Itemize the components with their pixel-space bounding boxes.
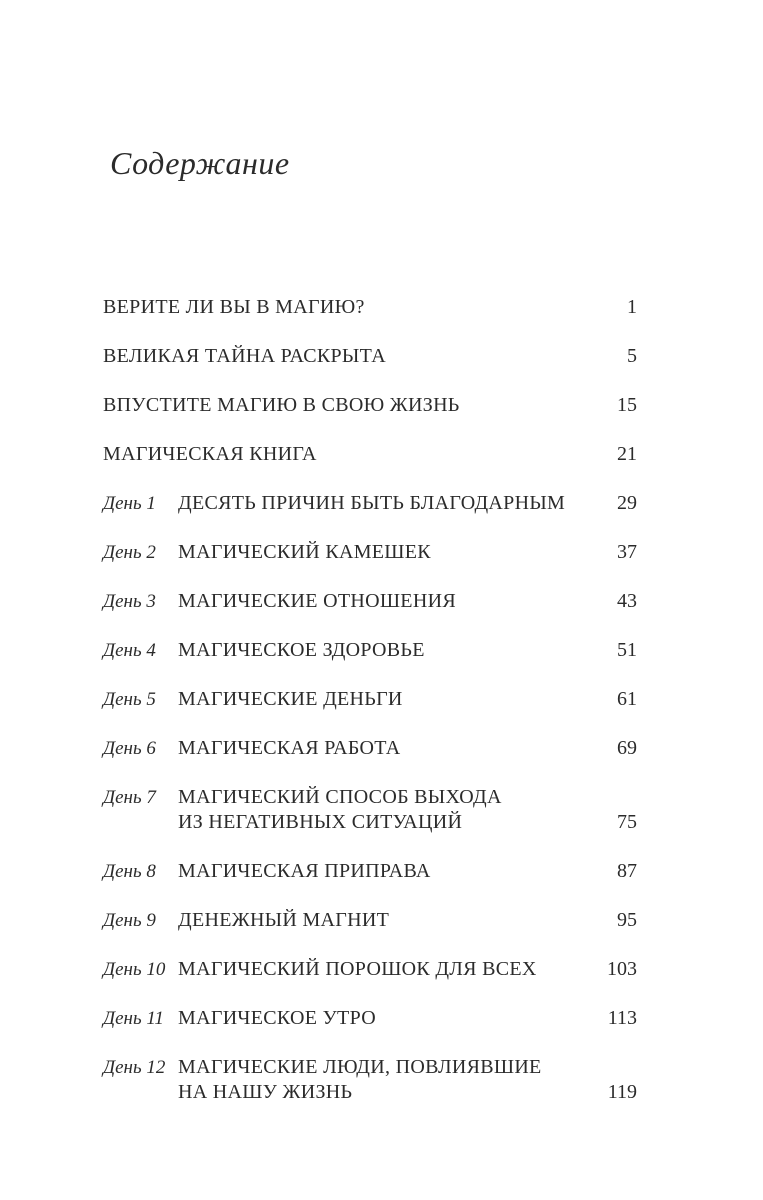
- toc-entry: [103, 859, 637, 884]
- toc-entry-title: [178, 638, 581, 663]
- toc-entry-title-line1: МАГИЧЕСКИЕ ДЕНЬГИ: [178, 688, 403, 710]
- toc-entry-day-label: День 10: [103, 959, 166, 980]
- toc-entry-page-number: 69: [617, 737, 637, 759]
- toc-entry-day-label: День 12: [103, 1057, 166, 1078]
- toc-entry-title: [103, 442, 581, 467]
- toc-entry-page-number: 87: [617, 860, 637, 882]
- toc-entry-title: [178, 908, 581, 933]
- toc-entry-page-number: 5: [627, 345, 637, 367]
- toc-entry-page-number: 103: [607, 958, 637, 980]
- toc-entry-title-line1: ВЕЛИКАЯ ТАЙНА РАСКРЫТА: [103, 345, 386, 367]
- toc-entry-page-number: 37: [617, 541, 637, 563]
- toc-entry-day-label: День 2: [103, 542, 156, 563]
- toc-entry: [103, 442, 637, 467]
- toc-entry-title-line1: МАГИЧЕСКИЙ СПОСОБ ВЫХОДА: [178, 786, 502, 808]
- toc-entry-day-label: День 3: [103, 591, 156, 612]
- toc-entry-title: [103, 393, 581, 418]
- toc-entry-title-line1: МАГИЧЕСКАЯ КНИГА: [103, 443, 317, 465]
- toc-list: [103, 295, 637, 1129]
- toc-entry-title-line1: МАГИЧЕСКИЕ ОТНОШЕНИЯ: [178, 590, 456, 612]
- toc-entry: [103, 491, 637, 516]
- toc-entry-day-label: День 5: [103, 689, 156, 710]
- toc-entry-title: [178, 1006, 581, 1031]
- toc-entry-page-number: 95: [617, 909, 637, 931]
- toc-entry-day-label: День 1: [103, 493, 156, 514]
- toc-entry-day-label: День 4: [103, 640, 156, 661]
- toc-entry-title-line1: МАГИЧЕСКИЙ ПОРОШОК ДЛЯ ВСЕХ: [178, 958, 537, 980]
- toc-entry-title-line1: МАГИЧЕСКАЯ ПРИПРАВА: [178, 860, 431, 882]
- toc-entry: [103, 295, 637, 320]
- toc-entry-title: [178, 785, 581, 835]
- toc-entry: [103, 736, 637, 761]
- toc-entry-page-number: 1: [627, 296, 637, 318]
- toc-entry-title: [103, 344, 581, 369]
- toc-entry: [103, 785, 637, 835]
- toc-entry-title-line2: ИЗ НЕГАТИВНЫХ СИТУАЦИЙ: [178, 811, 463, 833]
- toc-entry-day-label: День 8: [103, 861, 156, 882]
- toc-entry-title: [178, 687, 581, 712]
- toc-entry-page-number: 51: [617, 639, 637, 661]
- toc-entry-day-label: День 9: [103, 910, 156, 931]
- toc-entry-page-number: 113: [607, 1007, 637, 1029]
- page-title: Содержание: [110, 145, 290, 181]
- toc-entry-title: [178, 1055, 581, 1105]
- toc-entry-title-line1: МАГИЧЕСКИЕ ЛЮДИ, ПОВЛИЯВШИЕ: [178, 1056, 542, 1078]
- toc-entry-title-line2: НА НАШУ ЖИЗНЬ: [178, 1081, 353, 1103]
- toc-entry: [103, 1055, 637, 1105]
- toc-entry-title-line1: МАГИЧЕСКАЯ РАБОТА: [178, 737, 401, 759]
- toc-entry-title-line1: ДЕСЯТЬ ПРИЧИН БЫТЬ БЛАГОДАРНЫМ: [178, 492, 566, 514]
- toc-entry-day-label: День 7: [103, 787, 156, 808]
- toc-entry-title-line1: МАГИЧЕСКОЕ УТРО: [178, 1007, 376, 1029]
- toc-entry: [103, 957, 637, 982]
- toc-entry-title-line1: ДЕНЕЖНЫЙ МАГНИТ: [178, 909, 390, 931]
- toc-entry-page-number: 61: [617, 688, 637, 710]
- toc-entry-title: [103, 295, 581, 320]
- toc-entry-title-line1: ВЕРИТЕ ЛИ ВЫ В МАГИЮ?: [103, 296, 365, 318]
- toc-entry-title: [178, 736, 581, 761]
- toc-entry-title: [178, 589, 581, 614]
- toc-entry: [103, 344, 637, 369]
- toc-entry-title-line1: ВПУСТИТЕ МАГИЮ В СВОЮ ЖИЗНЬ: [103, 394, 460, 416]
- toc-entry-page-number: 43: [617, 590, 637, 612]
- toc-entry: [103, 540, 637, 565]
- toc-entry: [103, 393, 637, 418]
- toc-entry: [103, 638, 637, 663]
- toc-entry-page-number: 119: [607, 1081, 637, 1103]
- toc-entry: [103, 908, 637, 933]
- toc-entry-title: [178, 859, 581, 884]
- toc-entry-day-label: День 6: [103, 738, 156, 759]
- toc-entry-day-label: День 11: [103, 1008, 164, 1029]
- toc-entry-title: [178, 540, 581, 565]
- toc-entry: [103, 1006, 637, 1031]
- toc-entry-title: [178, 957, 581, 982]
- toc-entry-page-number: 21: [617, 443, 637, 465]
- toc-entry-title-line1: МАГИЧЕСКОЕ ЗДОРОВЬЕ: [178, 639, 425, 661]
- toc-entry: [103, 687, 637, 712]
- toc-entry: [103, 589, 637, 614]
- toc-entry-title-line1: МАГИЧЕСКИЙ КАМЕШЕК: [178, 541, 431, 563]
- toc-entry-page-number: 15: [617, 394, 637, 416]
- toc-entry-title: [178, 491, 581, 516]
- toc-entry-page-number: 75: [617, 811, 637, 833]
- toc-entry-page-number: 29: [617, 492, 637, 514]
